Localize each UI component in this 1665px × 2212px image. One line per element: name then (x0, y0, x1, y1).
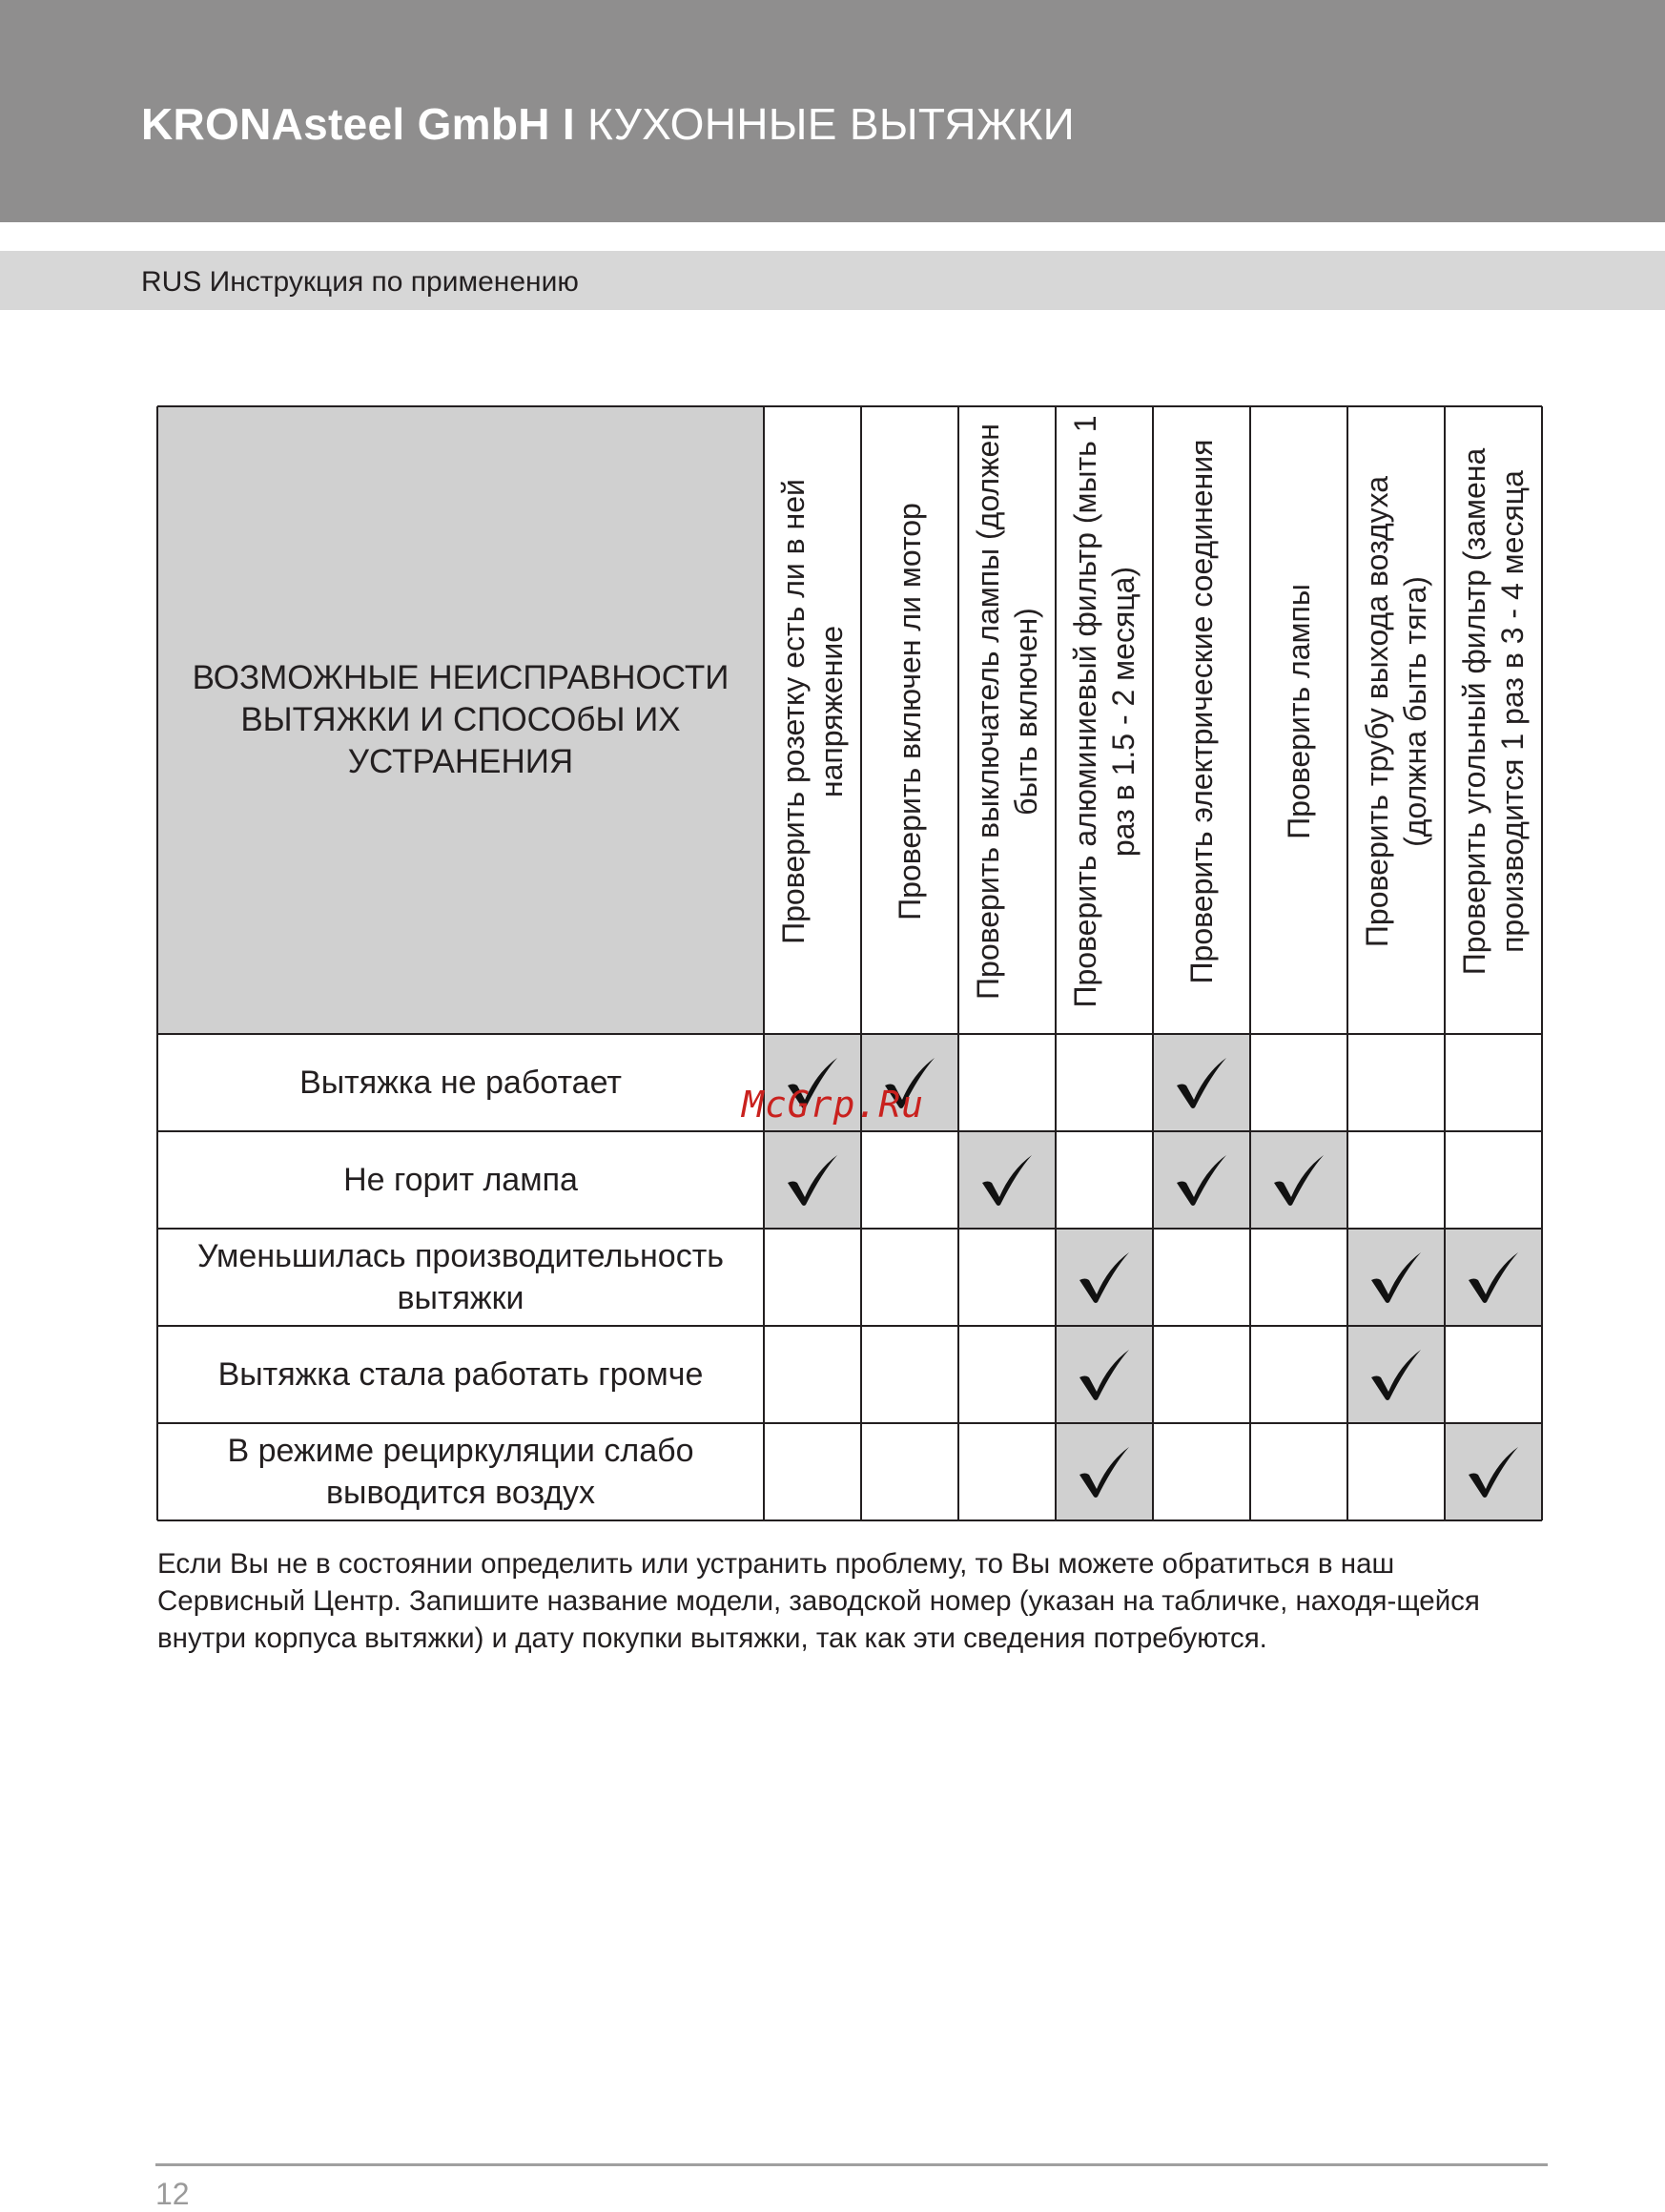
subheader-label: RUS Инструкция по применению (141, 266, 579, 298)
section-name: КУХОННЫЕ ВЫТЯЖКИ (587, 99, 1075, 149)
row-label: Вытяжка не работает (299, 1065, 622, 1101)
column-header-label: Проверить лампы (1282, 584, 1316, 839)
footer-rule (155, 2163, 1548, 2166)
row-label: Уменьшилась производительность вытяжки (196, 1238, 724, 1316)
row-label: В режиме рециркуляции слабо выводится воздух (227, 1433, 694, 1511)
column-header-label: Проверить включен ли мотор (893, 503, 927, 920)
watermark: McGrp.Ru (742, 1084, 925, 1126)
page-number: 12 (155, 2177, 190, 2211)
column-header-label: Проверить угольный фильтр (замена производится 1 раз в 3 - 4 месяца (1457, 447, 1530, 976)
brand-name: KRONAsteel GmbH I (141, 99, 575, 149)
column-header-label: Проверить выключатель лампы (должен быть включен) (971, 424, 1043, 1000)
footer-note: Если Вы не в состоянии определить или устранить проблему, то Вы можете обратиться в наш Сервисный Центр. Запишите название модели, заводской номер (указан на табличке, находя-щейся внутри корпуса вытяжки) и дату покупки вытяжки, так как эти сведения потребуются. (157, 1548, 1480, 1654)
row-label: Не горит лампа (343, 1162, 578, 1198)
column-header-label: Проверить алюминиевый фильтр (мыть 1 раз в 1.5 - 2 месяца) (1068, 415, 1141, 1008)
row-label: Вытяжка стала работать громче (217, 1356, 704, 1393)
corner-header-text: ВОЗМОЖНЫЕ НЕИСПРАВНОСТИ ВЫТЯЖКИ И СПОСОбЫ ИХ УСТРАНЕНИЯ (192, 659, 730, 780)
column-header-label: Проверить трубу выхода воздуха (должна быть тяга) (1360, 475, 1432, 948)
column-header-label: Проверить розетку есть ли в ней напряжение (776, 479, 849, 944)
column-header-label: Проверить электрические соединения (1184, 439, 1219, 984)
